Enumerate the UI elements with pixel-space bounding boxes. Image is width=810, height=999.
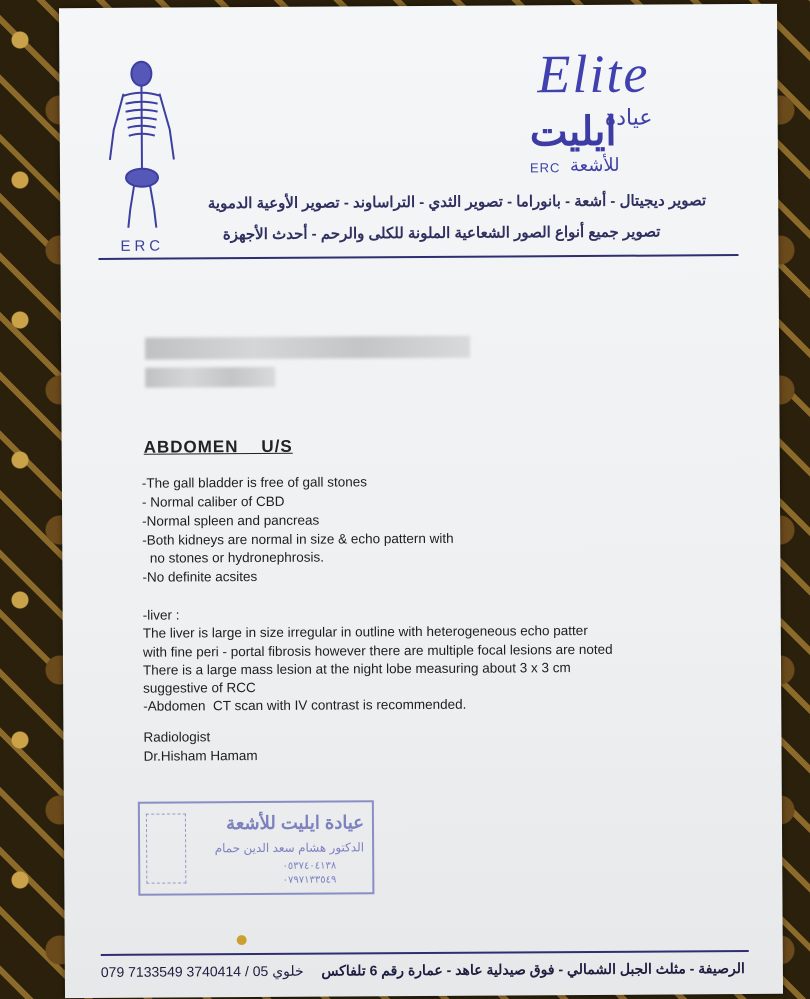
stamp-phone-2: ٠٧٩٧١٣٣٥٤٩	[282, 874, 337, 886]
logo-arabic-big: ايليت	[529, 109, 617, 155]
report-line: -Normal spleen and pancreas	[142, 512, 320, 529]
footer-divider	[101, 950, 749, 956]
stamp-skeleton-icon	[146, 813, 186, 883]
clinic-stamp	[138, 800, 375, 895]
footer-phones: 079 7133549 خلوي 05 / 3740414	[100, 962, 304, 980]
report-line: -Abdomen CT scan with IV contrast is recommended.	[143, 696, 467, 714]
report-line: There is a large mass lesion at the night lobe measuring about 3 x 3 cm	[142, 660, 571, 678]
erc-left-label: ERC	[120, 237, 165, 255]
signature-name: Dr.Hisham Hamam	[143, 748, 258, 764]
stamp-clinic-name: عيادة ايليت للأشعة	[226, 812, 365, 834]
signature-role: Radiologist	[143, 729, 211, 745]
stamp-doctor-name: الدكتور هشام سعد الدين حمام	[214, 840, 365, 856]
report-line: suggestive of RCC	[143, 680, 256, 696]
report-line: -liver :	[142, 607, 180, 623]
report-line: with fine peri - portal fibrosis however there are multiple focal lesions are noted	[142, 641, 613, 660]
paper-mark	[237, 935, 247, 945]
report-line: -The gall bladder is free of gall stones	[141, 474, 368, 491]
header-divider	[99, 254, 739, 260]
services-line-2: تصوير جميع أنواع الصور الشعاعية الملونة للكلى والرحم - أحدث الأجهزة	[222, 223, 661, 244]
report-paper	[59, 4, 783, 998]
report-line: -No definite acsites	[142, 569, 258, 585]
logo-english: Elite	[537, 43, 650, 105]
logo-arabic-sub: للأشعة	[569, 154, 620, 176]
report-title: ABDOMEN U/S	[143, 436, 293, 457]
logo-arabic-small: عيادة	[604, 104, 653, 130]
redacted-patient-name	[145, 336, 470, 360]
stamp-phone-1: ٠٥٣٧٤٠٤١٣٨	[282, 860, 337, 872]
report-line: -Both kidneys are normal in size & echo pattern with	[142, 530, 454, 548]
redacted-patient-date	[145, 367, 275, 388]
report-line: The liver is large in size irregular in outline with heterogeneous echo patter	[142, 622, 588, 641]
skeleton-logo-icon	[101, 59, 182, 229]
footer-address: الرصيفة - مثلث الجبل الشمالي - فوق صيدلية عاهد - عمارة رقم 6 تلفاكس	[321, 960, 745, 979]
report-line: no stones or hydronephrosis.	[142, 549, 324, 566]
report-line: - Normal caliber of CBD	[141, 493, 285, 510]
logo-erc: ERC	[529, 160, 561, 176]
services-line-1: تصوير ديجيتال - أشعة - بانوراما - تصوير الثدي - التراساوند - تصوير الأوعية الدموية	[207, 192, 707, 213]
